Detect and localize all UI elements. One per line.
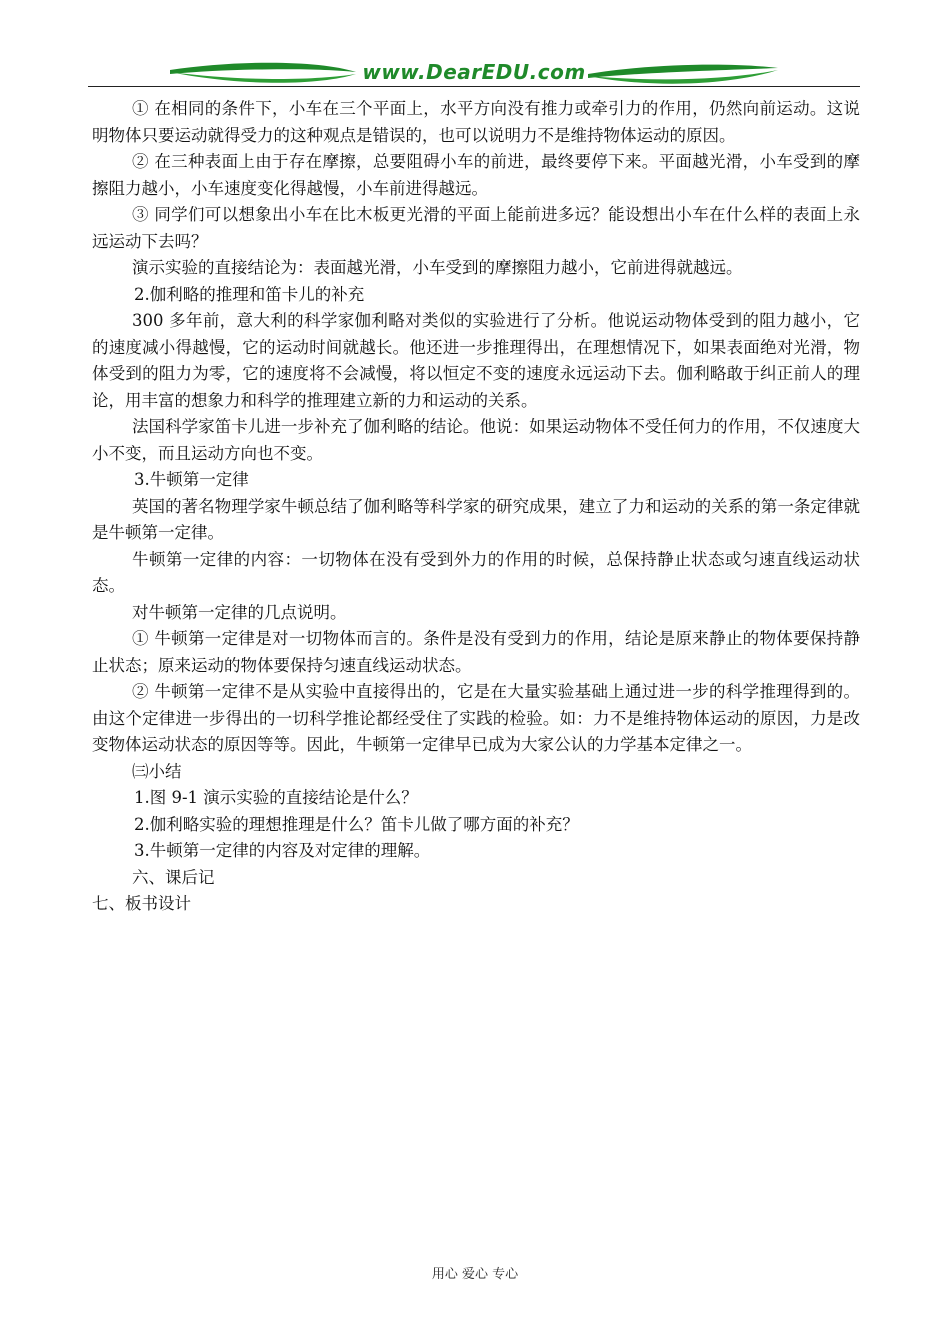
paragraph: 英国的著名物理学家牛顿总结了伽利略等科学家的研究成果，建立了力和运动的关系的第一条定律就是牛顿第一定律。 (92, 496, 860, 542)
paragraph: 1.图 9-1 演示实验的直接结论是什么？ (134, 788, 418, 807)
paragraph: 3.牛顿第一定律的内容及对定律的理解。 (134, 841, 431, 860)
page-footer: 用心 爱心 专心 (431, 1267, 519, 1282)
paragraph: ③ 同学们可以想象出小车在比木板更光滑的平面上能前进多远？能设想出小车在什么样的表面上永远运动下去吗？ (92, 205, 860, 251)
paragraph: 六、课后记 (132, 867, 215, 887)
paragraph: ② 在三种表面上由于存在摩擦，总要阻碍小车的前进，最终要停下来。平面越光滑，小车受到的摩擦阻力越小，小车速度变化得越慢，小车前进得越远。 (92, 152, 860, 198)
paragraph: 对牛顿第一定律的几点说明。 (132, 602, 347, 622)
page-header (88, 56, 860, 90)
paragraph: 牛顿第一定律的内容：一切物体在没有受到外力的作用的时候，总保持静止状态或匀速直线运动状态。 (92, 549, 860, 595)
document-body (92, 96, 860, 918)
paragraph: ① 在相同的条件下，小车在三个平面上，水平方向没有推力或牵引力的作用，仍然向前运动。这说明物体只要运动就得受力的这种观点是错误的，也可以说明力不是维持物体运动的原因。 (92, 99, 860, 145)
paragraph: 七、板书设计 (92, 894, 191, 913)
paragraph: 法国科学家笛卡儿进一步补充了伽利略的结论。他说：如果运动物体不受任何力的作用，不仅速度大小不变，而且运动方向也不变。 (92, 417, 860, 463)
paragraph: ① 牛顿第一定律是对一切物体而言的。条件是没有受到力的作用，结论是原来静止的物体要保持静止状态；原来运动的物体要保持匀速直线运动状态。 (92, 629, 860, 675)
paragraph: ㈢小结 (132, 761, 182, 781)
paragraph: 2.伽利略的推理和笛卡儿的补充 (134, 284, 365, 304)
paragraph: 300 多年前，意大利的科学家伽利略对类似的实验进行了分析。他说运动物体受到的阻力越小，它的速度减小得越慢，它的运动时间就越长。他还进一步推理得出，在理想情况下，如果表面绝对光滑，物体受到的阻力为零，它的速度将不会减慢，将以恒定不变的速度永远运动下去。伽利略敢于纠正前人的理论，用丰富的想象力和科学的推理建立新的力和运动的关系。 (92, 311, 860, 410)
paragraph: 3.牛顿第一定律 (134, 470, 249, 489)
header-divider (88, 86, 860, 87)
site-logo-text[interactable]: www.DearEDU.com (362, 60, 586, 84)
paragraph: 演示实验的直接结论为：表面越光滑，小车受到的摩擦阻力越小，它前进得就越远。 (132, 258, 743, 277)
paragraph: 2.伽利略实验的理想推理是什么？笛卡儿做了哪方面的补充？ (134, 814, 579, 834)
paragraph: ② 牛顿第一定律不是从实验中直接得出的，它是在大量实验基础上通过进一步的科学推理得到的。由这个定律进一步得出的一切科学推论都经受住了实践的检验。如：力不是维持物体运动的原因，力是改变物体运动状态的原因等等。因此，牛顿第一定律早已成为大家公认的力学基本定律之一。 (92, 682, 860, 754)
